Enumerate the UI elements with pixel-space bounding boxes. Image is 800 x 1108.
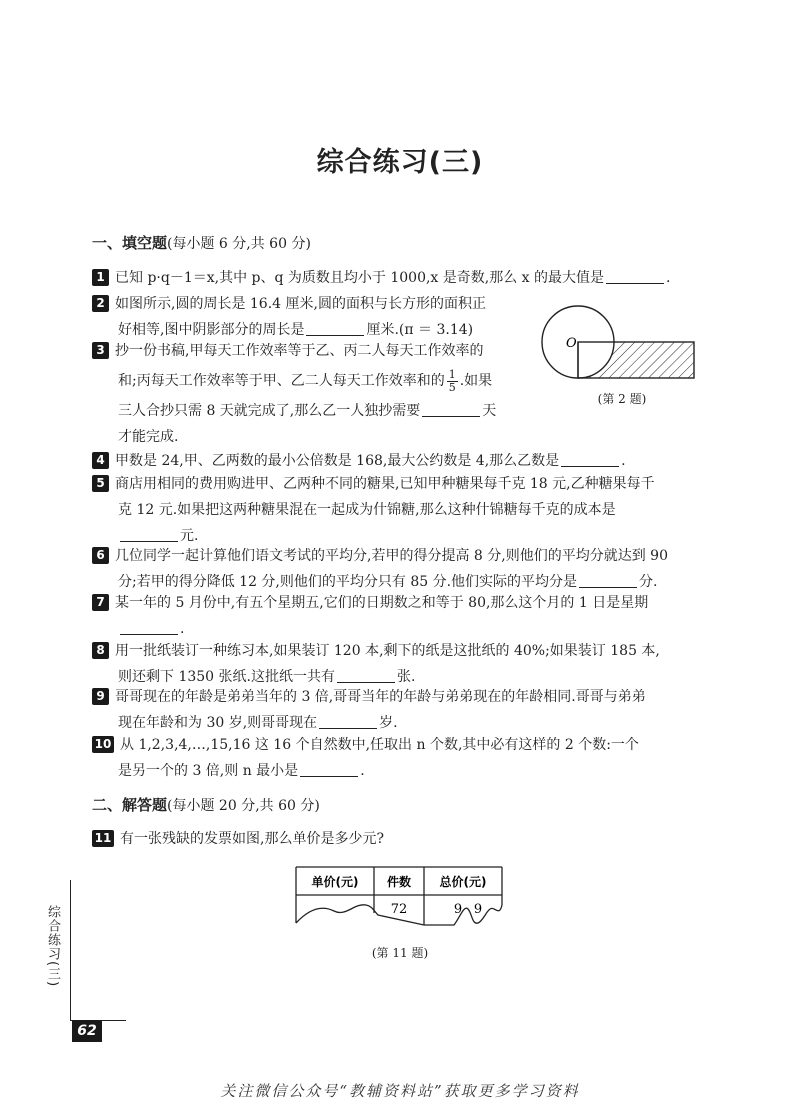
- question-number: 3: [92, 342, 109, 359]
- question-10: [92, 732, 712, 784]
- question-text: 天: [482, 403, 497, 419]
- header-unit-price: 单价(元): [311, 875, 359, 889]
- header-total-price: 总价(元): [439, 875, 487, 889]
- section-title: 一、填空题: [92, 234, 168, 252]
- question-8: [92, 638, 712, 690]
- question-number: 4: [92, 452, 109, 469]
- answer-blank[interactable]: [606, 269, 664, 284]
- answer-blank[interactable]: [306, 321, 364, 336]
- question-text: 三人合抄只需 8 天就完成了,那么乙一人独抄需要: [118, 403, 421, 419]
- answer-blank[interactable]: [300, 762, 358, 777]
- fraction-numerator: 1: [448, 367, 456, 381]
- answer-blank[interactable]: [561, 452, 619, 467]
- section-points: (每小题 20 分,共 60 分): [167, 798, 320, 814]
- question-number: 9: [92, 688, 109, 705]
- question-text: 岁.: [379, 715, 398, 731]
- invoice-figure: [294, 865, 506, 931]
- answer-blank[interactable]: [120, 620, 178, 635]
- question-text: 有一张残缺的发票如图,那么单价是多少元?: [120, 831, 384, 847]
- question-text: 分;若甲的得分降低 12 分,则他们的平均分只有 85 分.他们实际的平均分是: [118, 574, 578, 590]
- question-text: 甲数是 24,甲、乙两数的最小公倍数是 168,最大公约数是 4,那么乙数是: [115, 453, 560, 469]
- section-title: 二、解答题: [92, 796, 168, 814]
- question-number: 11: [92, 830, 114, 847]
- question-text: 如图所示,圆的周长是 16.4 厘米,圆的面积与长方形的面积正: [115, 296, 486, 312]
- section-answer-heading: [92, 794, 320, 815]
- fraction-denominator: 5: [448, 380, 456, 394]
- question-number: 7: [92, 594, 109, 611]
- question-text: .: [666, 270, 671, 286]
- question-text: 已知 p·q－1＝x,其中 p、q 为质数且均小于 1000,x 是奇数,那么 x 的最大值是: [115, 270, 605, 286]
- question-number: 6: [92, 547, 109, 564]
- page-title: 综合练习(三): [316, 147, 484, 178]
- question-9: [92, 684, 712, 736]
- page-number: 62: [72, 1020, 102, 1042]
- answer-blank[interactable]: [120, 527, 178, 542]
- question-11: [92, 826, 712, 852]
- question-text: 元.: [180, 528, 199, 544]
- question-text: .: [360, 763, 365, 779]
- question-text: 从 1,2,3,4,…,15,16 这 16 个自然数中,任取出 n 个数,其中必有这样的 2 个数:一个: [120, 737, 639, 753]
- figure-2-caption: (第 2 题): [597, 392, 647, 406]
- question-text: 现在年龄和为 30 岁,则哥哥现在: [118, 715, 318, 731]
- question-text: 是另一个的 3 倍,则 n 最小是: [118, 763, 299, 779]
- section-points: (每小题 6 分,共 60 分): [167, 236, 311, 252]
- cell-total-digit-1: 9: [453, 902, 463, 917]
- question-text: 哥哥现在的年龄是弟弟当年的 3 倍,哥哥当年的年龄与弟弟现在的年龄相同.哥哥与弟弟: [115, 689, 646, 705]
- invoice-caption: (第 11 题): [371, 946, 429, 960]
- question-number: 5: [92, 475, 109, 492]
- question-text: 张.: [396, 669, 416, 685]
- side-divider: [70, 880, 71, 1020]
- question-text: 好相等,图中阴影部分的周长是: [118, 322, 305, 338]
- question-text: .: [180, 621, 185, 637]
- answer-blank[interactable]: [422, 402, 480, 417]
- question-number: 2: [92, 295, 109, 312]
- cell-quantity: 72: [390, 902, 408, 917]
- question-2: [92, 291, 532, 343]
- question-text: 某一年的 5 月份中,有五个星期五,它们的日期数之和等于 80,那么这个月的 1 日是星期: [115, 595, 649, 611]
- fraction: [447, 369, 458, 394]
- question-text: .如果: [459, 373, 493, 389]
- question-7: [92, 590, 712, 642]
- answer-blank[interactable]: [319, 714, 377, 729]
- footer-text: 关注微信公众号“教辅资料站”获取更多学习资料: [220, 1082, 580, 1100]
- question-text: 抄一份书稿,甲每天工作效率等于乙、丙二人每天工作效率的: [115, 343, 484, 359]
- cell-total-digit-2: 9: [473, 902, 483, 917]
- question-text: 几位同学一起计算他们语文考试的平均分,若甲的得分提高 8 分,则他们的平均分就达到 90: [115, 548, 668, 564]
- question-text: 厘米.(π ＝ 3.14): [366, 322, 474, 338]
- question-text: 商店用相同的费用购进甲、乙两种不同的糖果,已知甲种糖果每千克 18 元,乙种糖果每千: [115, 476, 655, 492]
- answer-blank[interactable]: [337, 668, 395, 683]
- answer-blank[interactable]: [579, 573, 637, 588]
- header-quantity: 件数: [386, 875, 412, 889]
- question-number: 1: [92, 269, 109, 286]
- question-text: 克 12 元.如果把这两种糖果混在一起成为什锦糖,那么这种什锦糖每千克的成本是: [118, 502, 616, 518]
- question-number: 10: [92, 736, 114, 753]
- question-text: 用一批纸装订一种练习本,如果装订 120 本,剩下的纸是这批纸的 40%;如果装订 185 本,: [115, 643, 660, 659]
- question-1: [92, 265, 712, 291]
- question-number: 8: [92, 642, 109, 659]
- question-text: 分.: [639, 574, 658, 590]
- side-tab-label: 综合练习(三): [45, 905, 60, 988]
- question-text: 才能完成.: [118, 429, 179, 445]
- question-text: .: [621, 453, 626, 469]
- question-5: [92, 471, 712, 549]
- question-3: [92, 338, 542, 450]
- question-text: 和;丙每天工作效率等于甲、乙二人每天工作效率和的: [118, 373, 445, 389]
- center-label: O: [566, 336, 577, 351]
- question-6: [92, 543, 712, 595]
- section-fill-blank-heading: [92, 232, 311, 253]
- question-text: 则还剩下 1350 张纸.这批纸一共有: [118, 669, 335, 685]
